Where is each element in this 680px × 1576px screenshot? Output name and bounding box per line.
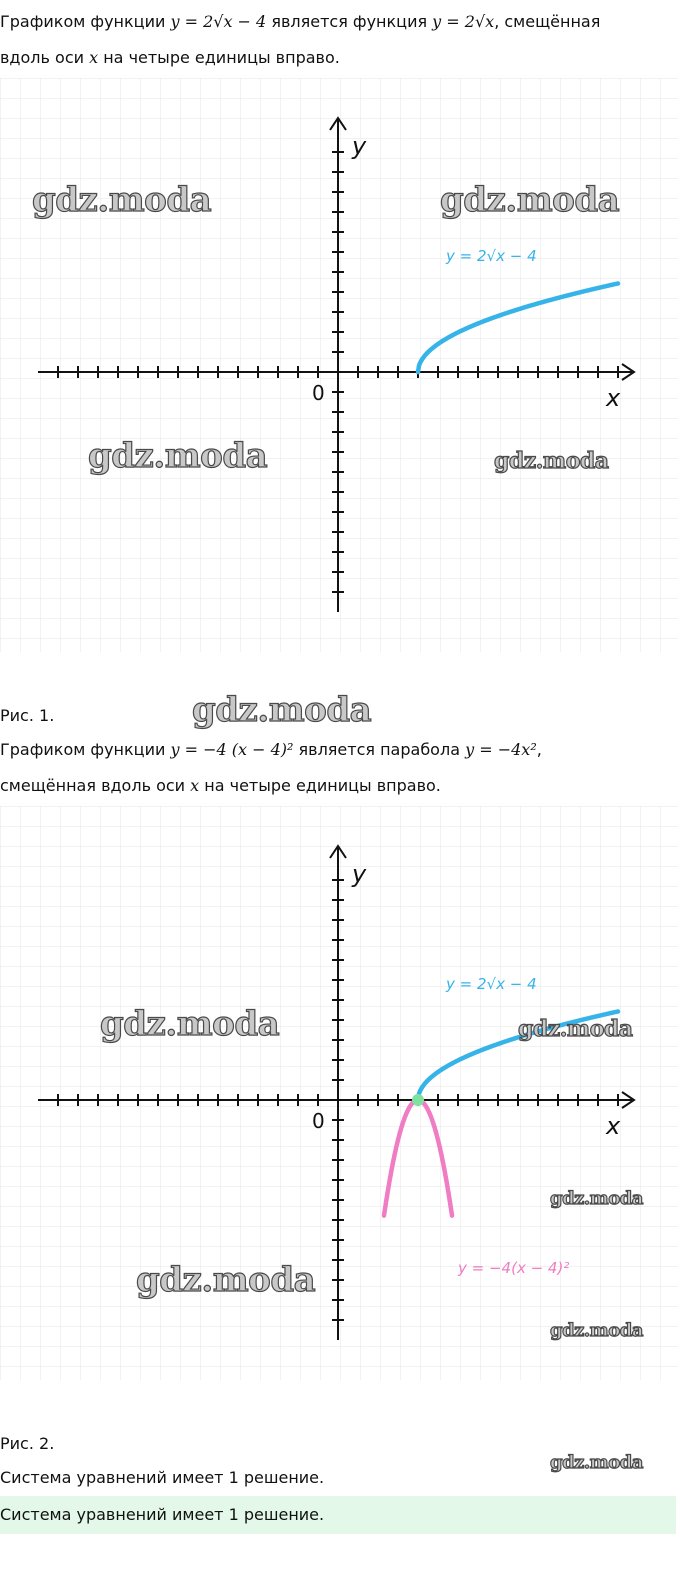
figure-2 <box>0 806 680 1380</box>
y-axis-label: y <box>352 132 367 160</box>
sqrt-curve-label: y = 2√x − 4 <box>446 975 537 993</box>
sqrt-curve-label: y = 2√x − 4 <box>446 247 537 265</box>
watermark: gdz.moda <box>32 180 212 220</box>
formula-x: x <box>190 776 200 795</box>
origin-label: 0 <box>312 1109 325 1133</box>
watermark: gdz.moda <box>550 1452 643 1473</box>
y-axis-label: y <box>352 860 367 888</box>
figure-2-graph <box>0 806 680 1380</box>
figure-1-caption: Рис. 1. <box>0 706 55 725</box>
paragraph-1-line-1 <box>0 12 600 32</box>
formula-base-parabola: y = −4x² <box>465 740 537 759</box>
figure-2-caption: Рис. 2. <box>0 1434 55 1453</box>
watermark: gdz.moda <box>100 1004 280 1044</box>
text-fragment: является парабола <box>293 740 466 759</box>
watermark: gdz.moda <box>440 180 620 220</box>
watermark: gdz.moda <box>494 448 609 474</box>
paragraph-1-line-2 <box>0 48 340 68</box>
text-fragment: на четыре единицы вправо. <box>199 776 441 795</box>
formula-shifted-root: y = 2√x − 4 <box>170 12 267 31</box>
watermark: gdz.moda <box>192 690 372 730</box>
formula-base-root: y = 2√x <box>432 12 495 31</box>
text-fragment: Графиком функции <box>0 12 171 31</box>
paragraph-2-line-1 <box>0 740 542 760</box>
watermark: gdz.moda <box>136 1260 316 1300</box>
text-fragment: является функция <box>266 12 433 31</box>
intersection-point <box>412 1094 424 1106</box>
figure-1-graph <box>0 78 680 652</box>
text-fragment: Графиком функции <box>0 740 171 759</box>
figure-1 <box>0 78 680 652</box>
text-fragment: на четыре единицы вправо. <box>98 48 340 67</box>
origin-label: 0 <box>312 381 325 405</box>
x-axis-label: x <box>606 384 621 412</box>
answer-text: Система уравнений имеет 1 решение. <box>0 1468 325 1487</box>
text-fragment: вдоль оси <box>0 48 90 67</box>
watermark: gdz.moda <box>550 1320 643 1341</box>
answer-box <box>0 1496 676 1534</box>
watermark: gdz.moda <box>518 1016 633 1042</box>
x-axis-label: x <box>606 1112 621 1140</box>
watermark: gdz.moda <box>88 436 268 476</box>
watermark: gdz.moda <box>550 1188 643 1209</box>
paragraph-2-line-2 <box>0 776 441 796</box>
text-fragment: смещённая вдоль оси <box>0 776 191 795</box>
formula-x: x <box>89 48 99 67</box>
text-fragment: , <box>536 740 542 759</box>
formula-shifted-parabola: y = −4 (x − 4)² <box>170 740 294 759</box>
parabola-label: y = −4(x − 4)² <box>458 1259 570 1277</box>
text-fragment: , смещённая <box>494 12 601 31</box>
answer-box-text: Система уравнений имеет 1 решение. <box>0 1505 325 1524</box>
